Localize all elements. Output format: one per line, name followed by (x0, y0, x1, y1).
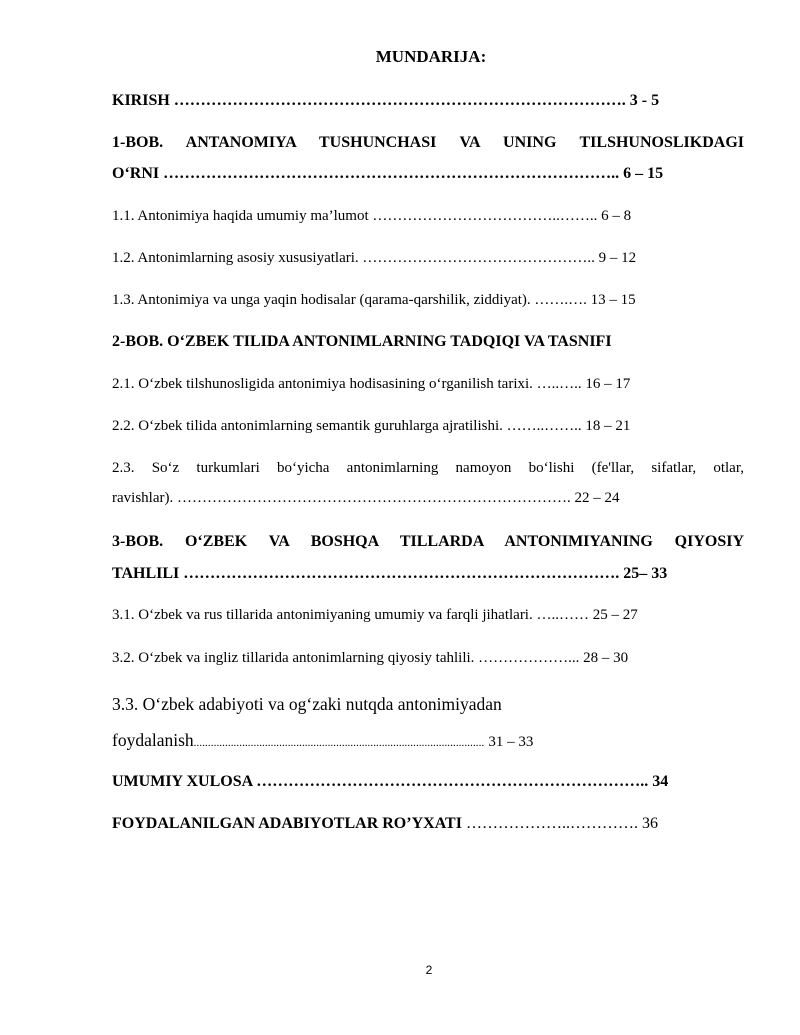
toc-section-3-3-text: foydalanish (112, 730, 194, 750)
toc-section-1-3[interactable]: 1.3. Antonimiya va unga yaqin hodisalar (qarama-qarshilik, ziddiyat). …….…. 13 – 15 (112, 292, 636, 308)
toc-entry-xulosa[interactable]: UMUMIY XULOSA ……………………………………………………………….. 34 (112, 773, 669, 790)
toc-chapter-2[interactable]: 2-BOB. O‘ZBEK TILIDA ANTONIMLARNING TADQIQI VA TASNIFI (112, 333, 612, 350)
toc-entry-kirish[interactable]: KIRISH …………………………………………………………………………. 3 - 5 (112, 92, 660, 109)
toc-section-1-1[interactable]: 1.1. Antonimiya haqida umumiy ma’lumot ………………………………..…….. 6 – 8 (112, 208, 632, 224)
toc-entry-adabiyotlar[interactable] (112, 814, 744, 834)
toc-section-3-3-dots: ...................................................................................................... (193, 737, 485, 749)
toc-chapter-1-line-2[interactable] (112, 164, 744, 184)
page-title: MUNDARIJA: (375, 47, 487, 66)
toc-section-2-1[interactable]: 2.1. O‘zbek tilshunosligida antonimiya hodisasining o‘rganilish tarixi. …..….. 16 – 17 (112, 376, 631, 392)
toc-section-3-1[interactable]: 3.1. O‘zbek va rus tillarida antonimiyaning umumiy va farqli jihatlari. …..…… 25 – 27 (112, 607, 638, 623)
toc-adabiyotlar-pages: ………………..…………. 36 (461, 815, 658, 832)
toc-section-3-3-pages: 31 – 33 (488, 734, 534, 750)
toc-adabiyotlar-label: FOYDALANILGAN ADABIYOTLAR RO’YXATI (112, 815, 462, 832)
toc-section-2-3-line-2[interactable]: ravishlar). ……………………………………………………………………. 22 – 24 (112, 490, 620, 506)
toc-section-3-2[interactable]: 3.2. O‘zbek va ingliz tillarida antonimlarning qiyosiy tahlili. ………………... 28 – 30 (112, 650, 629, 666)
toc-section-3-3-line-1[interactable]: 3.3. O‘zbek adabiyoti va og‘zaki nutqda antonimiyadan (112, 694, 502, 714)
toc-chapter-1-label: O‘RNI ………………………………………………………………………….. 6 – 15 (112, 165, 664, 182)
toc-section-1-2[interactable]: 1.2. Antonimlarning asosiy xususiyatlari. ……………………………………….. 9 – 12 (112, 250, 637, 266)
toc-section-2-3-line-1[interactable]: 2.3. So‘z turkumlari bo‘yicha antonimlarning namoyon bo‘lishi (fe'llar, sifatlar, otlar, (112, 460, 744, 476)
toc-chapter-1-line-1[interactable]: 1-BOB. ANTANOMIYA TUSHUNCHASI VA UNING TILSHUNOSLIKDAGI (112, 134, 744, 151)
toc-chapter-3-line-2[interactable]: TAHLILI ………………………………………………………………………. 25– 33 (112, 565, 668, 582)
toc-section-3-3-line-2[interactable] (112, 730, 744, 753)
page-number: 2 (425, 963, 433, 977)
toc-chapter-3-line-1[interactable]: 3-BOB. O‘ZBEK VA BOSHQA TILLARDA ANTONIMIYANING QIYOSIY (112, 533, 744, 550)
toc-section-2-2[interactable]: 2.2. O‘zbek tilida antonimlarning semantik guruhlarga ajratilishi. ……..…….. 18 – 21 (112, 418, 631, 434)
